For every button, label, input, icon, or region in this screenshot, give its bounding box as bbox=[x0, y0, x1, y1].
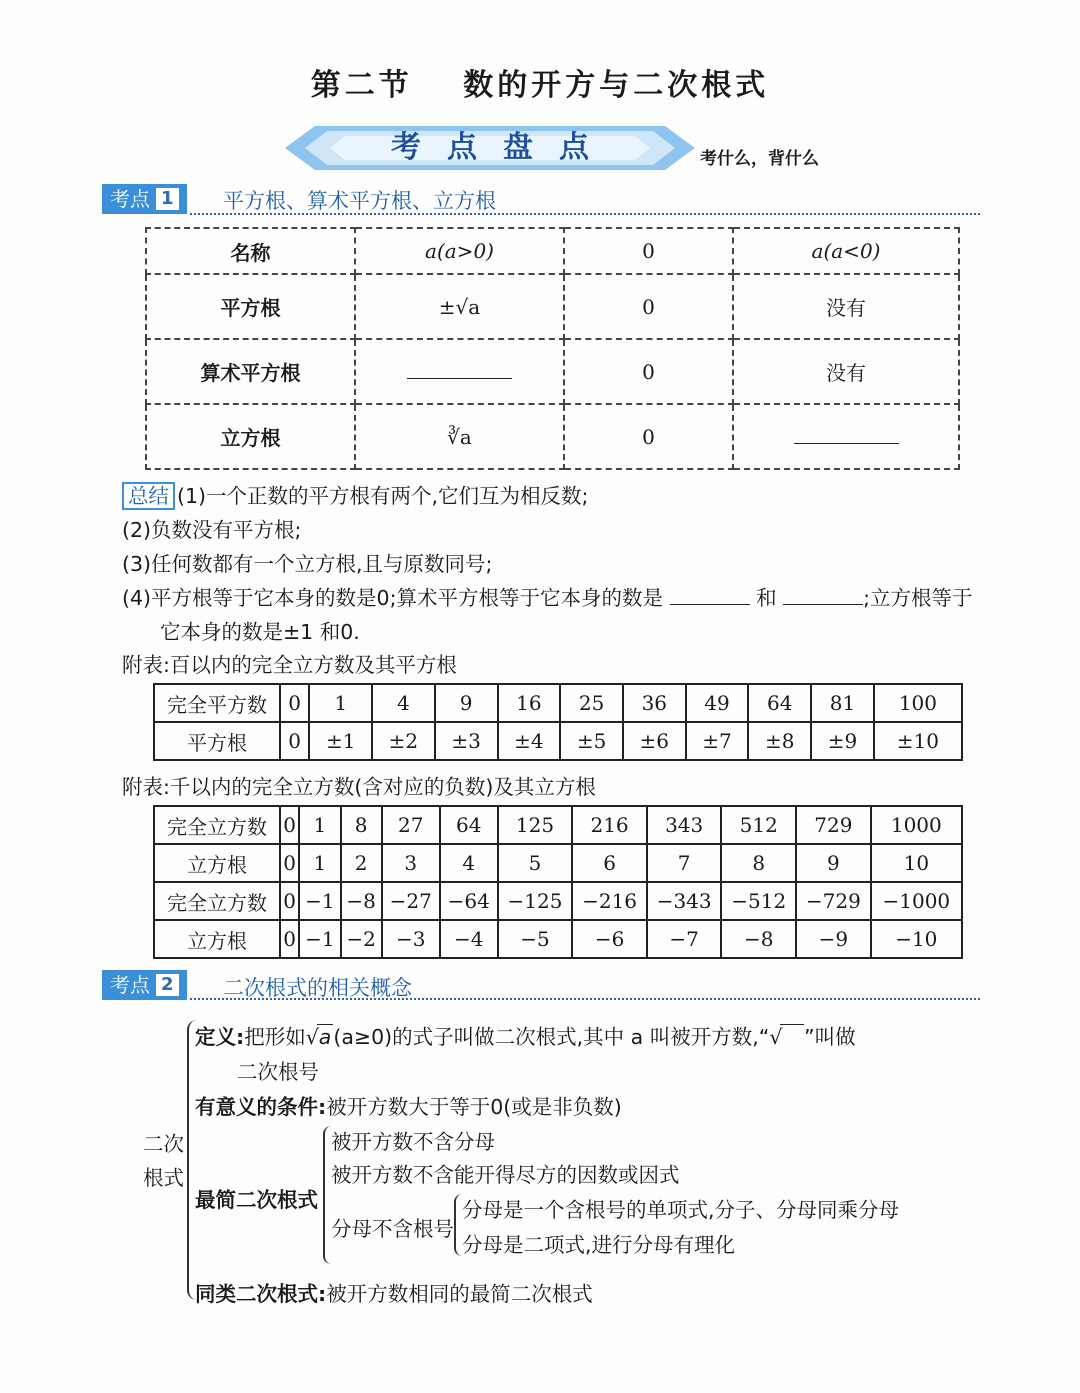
table-cell: −512 bbox=[721, 882, 796, 920]
fill-blank[interactable] bbox=[783, 586, 863, 605]
summary-line-1 bbox=[122, 479, 588, 509]
section-topic: 数的开方与二次根式 bbox=[463, 68, 770, 103]
table-cell: 216 bbox=[572, 806, 647, 844]
tree-similar bbox=[195, 1277, 593, 1307]
table-cell: 36 bbox=[623, 684, 686, 722]
table-cell: 9 bbox=[796, 844, 871, 882]
table-cell: 49 bbox=[686, 684, 749, 722]
table-cell: −10 bbox=[871, 920, 962, 958]
tree-label: 有意义的条件: bbox=[195, 1095, 327, 1119]
row-label: 完全立方数 bbox=[154, 806, 280, 844]
table-cell: 没有 bbox=[733, 339, 959, 404]
tree-definition-cont: 二次根号 bbox=[237, 1060, 319, 1084]
table-cell: ±2 bbox=[372, 722, 435, 760]
roots-table bbox=[145, 227, 960, 470]
table-cell: 1000 bbox=[871, 806, 962, 844]
summary-text: ;立方根等于 bbox=[863, 586, 973, 610]
table-cell: ±3 bbox=[435, 722, 498, 760]
table-cell: −7 bbox=[647, 920, 722, 958]
appendix1-caption: 附表:百以内的完全立方数及其平方根 bbox=[122, 653, 457, 677]
table-cell-blank[interactable] bbox=[355, 339, 564, 404]
table-cell: −1000 bbox=[871, 882, 962, 920]
table-cell: −8 bbox=[341, 882, 382, 920]
tree-definition: 定义:把形如√a(a≥0)的式子叫做二次根式,其中 a 叫被开方数,“√ ”叫做 bbox=[195, 1025, 856, 1049]
kp2-divider bbox=[190, 998, 980, 1000]
table-cell: 1 bbox=[299, 806, 340, 844]
table-cell: ±8 bbox=[748, 722, 811, 760]
table-cell: −5 bbox=[498, 920, 573, 958]
table-row bbox=[146, 274, 959, 339]
table-cell: ±7 bbox=[686, 722, 749, 760]
table-cell: ±5 bbox=[560, 722, 623, 760]
table-cell: 1 bbox=[299, 844, 340, 882]
table-cell: 0 bbox=[280, 844, 299, 882]
brace-simplest bbox=[323, 1126, 331, 1264]
table-cell: 8 bbox=[341, 806, 382, 844]
summary-text: (1)一个正数的平方根有两个,它们互为相反数; bbox=[177, 484, 589, 508]
row-label: 平方根 bbox=[154, 722, 280, 760]
tree-simplest-3b: 分母是二项式,进行分母有理化 bbox=[462, 1233, 736, 1257]
table-cell: 81 bbox=[811, 684, 874, 722]
kp2-tag: 考点 bbox=[110, 973, 150, 997]
table-row bbox=[154, 722, 962, 760]
table-cell: 25 bbox=[560, 684, 623, 722]
summary-line-4 bbox=[122, 581, 973, 611]
table-row bbox=[146, 228, 959, 274]
table-cell: −8 bbox=[721, 920, 796, 958]
tree-simplest-3a: 分母是一个含根号的单项式,分子、分母同乘分母 bbox=[462, 1198, 900, 1222]
kp1-badge bbox=[102, 184, 187, 214]
squares-table bbox=[153, 683, 963, 761]
table-cell: 10 bbox=[871, 844, 962, 882]
kp1-number: 1 bbox=[156, 188, 179, 210]
summary-line-5: 它本身的数是±1 和0. bbox=[160, 620, 360, 644]
summary-line-2: (2)负数没有平方根; bbox=[122, 518, 302, 542]
banner-label: 考点盘点 bbox=[391, 130, 615, 165]
kp2-title: 二次根式的相关概念 bbox=[223, 976, 412, 1000]
table-cell: −64 bbox=[440, 882, 498, 920]
table-cell: −1 bbox=[299, 882, 340, 920]
tree-simplest-label: 最简二次根式 bbox=[195, 1188, 318, 1212]
kp1-divider bbox=[190, 213, 980, 215]
cubes-table bbox=[153, 805, 963, 959]
summary-tag: 总结 bbox=[122, 482, 175, 510]
table-cell: ∛a bbox=[355, 404, 564, 469]
tree-text: 被开方数相同的最简二次根式 bbox=[326, 1282, 593, 1306]
table-cell: 4 bbox=[440, 844, 498, 882]
table-cell: 729 bbox=[796, 806, 871, 844]
table-cell: −1 bbox=[299, 920, 340, 958]
table-row bbox=[154, 882, 962, 920]
table-cell: 0 bbox=[280, 722, 309, 760]
table-cell: 0 bbox=[280, 920, 299, 958]
table-cell: 0 bbox=[564, 339, 733, 404]
table-cell: 16 bbox=[498, 684, 561, 722]
table-cell: 0 bbox=[564, 274, 733, 339]
table-cell: −6 bbox=[572, 920, 647, 958]
summary-text: (4)平方根等于它本身的数是0;算术平方根等于它本身的数是 bbox=[122, 586, 663, 610]
tree-simplest-3-label: 分母不含根号 bbox=[331, 1217, 454, 1241]
table-cell: −2 bbox=[341, 920, 382, 958]
kp2-badge bbox=[102, 970, 187, 1000]
row-label: 完全立方数 bbox=[154, 882, 280, 920]
fill-blank[interactable] bbox=[407, 360, 512, 379]
table-cell: 8 bbox=[721, 844, 796, 882]
table-cell: −343 bbox=[647, 882, 722, 920]
table-cell: ±10 bbox=[874, 722, 962, 760]
table-cell: 64 bbox=[748, 684, 811, 722]
table-cell: 0 bbox=[280, 882, 299, 920]
table-row bbox=[154, 806, 962, 844]
table-cell: 125 bbox=[498, 806, 573, 844]
tree-condition bbox=[195, 1090, 622, 1120]
table-cell: 9 bbox=[435, 684, 498, 722]
table-cell: −216 bbox=[572, 882, 647, 920]
table-cell: ±1 bbox=[309, 722, 372, 760]
tree-root-line: 根式 bbox=[143, 1166, 184, 1190]
table-cell: −9 bbox=[796, 920, 871, 958]
table-cell: 5 bbox=[498, 844, 573, 882]
table-cell: ±4 bbox=[498, 722, 561, 760]
kp2-number: 2 bbox=[156, 974, 179, 996]
row-label: 立方根 bbox=[154, 920, 280, 958]
tree-text: 把形如 bbox=[244, 1025, 306, 1049]
table-header-cell: a(a<0) bbox=[733, 228, 959, 274]
table-cell: 0 bbox=[280, 806, 299, 844]
table-cell: −125 bbox=[498, 882, 573, 920]
tree-text: (a≥0)的式子叫做二次根式,其中 a 叫被开方数,“ bbox=[333, 1025, 770, 1049]
table-cell: −27 bbox=[382, 882, 440, 920]
tree-root-line: 二次 bbox=[143, 1132, 184, 1156]
table-cell: 0 bbox=[280, 684, 309, 722]
table-row bbox=[154, 920, 962, 958]
banner-tagline: 考什么，背什么 bbox=[700, 149, 819, 169]
summary-text: 和 bbox=[756, 586, 777, 610]
table-row bbox=[154, 844, 962, 882]
table-cell-blank[interactable] bbox=[733, 404, 959, 469]
row-label: 立方根 bbox=[146, 404, 355, 469]
table-cell: 100 bbox=[874, 684, 962, 722]
table-cell: 1 bbox=[309, 684, 372, 722]
tree-label: 同类二次根式: bbox=[195, 1282, 327, 1306]
table-cell: 64 bbox=[440, 806, 498, 844]
section-number: 第二节 bbox=[310, 68, 413, 103]
brace-denominator bbox=[454, 1194, 462, 1256]
table-cell: ±√a bbox=[355, 274, 564, 339]
brace-main bbox=[187, 1020, 197, 1300]
tree-text: ”叫做 bbox=[804, 1025, 856, 1049]
kp1-tag: 考点 bbox=[110, 187, 150, 211]
tree-label: 定义: bbox=[195, 1025, 245, 1049]
fill-blank[interactable] bbox=[794, 425, 899, 444]
kp1-title: 平方根、算术平方根、立方根 bbox=[223, 189, 496, 213]
table-cell: 3 bbox=[382, 844, 440, 882]
table-cell: 0 bbox=[564, 404, 733, 469]
table-cell: −4 bbox=[440, 920, 498, 958]
table-cell: 6 bbox=[572, 844, 647, 882]
tree-root bbox=[143, 1127, 184, 1195]
tree-text: 被开方数大于等于0(或是非负数) bbox=[326, 1095, 622, 1119]
table-header-cell: a(a>0) bbox=[355, 228, 564, 274]
table-header-cell: 名称 bbox=[146, 228, 355, 274]
summary-line-3: (3)任何数都有一个立方根,且与原数同号; bbox=[122, 552, 493, 576]
row-label: 立方根 bbox=[154, 844, 280, 882]
tree-simplest-2: 被开方数不含能开得尽方的因数或因式 bbox=[331, 1163, 680, 1187]
table-row bbox=[146, 404, 959, 469]
table-cell: 2 bbox=[341, 844, 382, 882]
table-cell: −3 bbox=[382, 920, 440, 958]
row-label: 平方根 bbox=[146, 274, 355, 339]
table-row bbox=[146, 339, 959, 404]
table-cell: 27 bbox=[382, 806, 440, 844]
table-cell: 没有 bbox=[733, 274, 959, 339]
table-cell: ±6 bbox=[623, 722, 686, 760]
table-cell: ±9 bbox=[811, 722, 874, 760]
table-cell: 4 bbox=[372, 684, 435, 722]
fill-blank[interactable] bbox=[670, 586, 750, 605]
appendix2-caption: 附表:千以内的完全立方数(含对应的负数)及其立方根 bbox=[122, 775, 596, 799]
page-title bbox=[0, 60, 1080, 104]
table-cell: 7 bbox=[647, 844, 722, 882]
table-cell: 512 bbox=[721, 806, 796, 844]
table-cell: −729 bbox=[796, 882, 871, 920]
table-row bbox=[154, 684, 962, 722]
row-label: 算术平方根 bbox=[146, 339, 355, 404]
table-cell: 343 bbox=[647, 806, 722, 844]
row-label: 完全平方数 bbox=[154, 684, 280, 722]
table-header-cell: 0 bbox=[564, 228, 733, 274]
tree-simplest-1: 被开方数不含分母 bbox=[331, 1130, 495, 1154]
